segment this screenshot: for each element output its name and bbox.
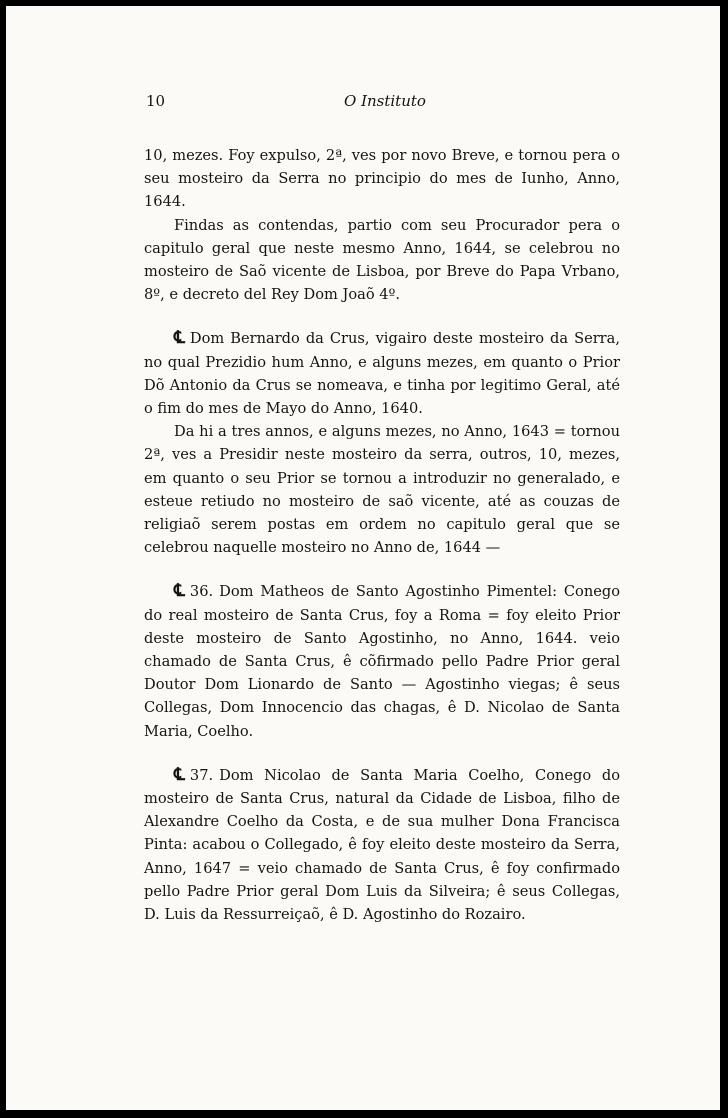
paragraph-text: 10, mezes. Foy expulso, 2ª, ves por novo Breve, e tornou pera o seu mosteiro da Serra no principio do mes de Iunho, Anno, 1644. bbox=[144, 147, 620, 211]
paragraph-mark-icon: ℄ bbox=[174, 328, 184, 349]
paragraph-text: Findas as contendas, partio com seu Procurador pera o capitulo geral que neste mesmo Anno, 1644, se celebrou no mosteiro de Saõ vicente de Lisboa, por Breve do Papa Vrbano, 8º, e decreto del Rey Dom Joaõ 4º. bbox=[144, 216, 620, 304]
page-header bbox=[144, 92, 620, 114]
running-title: O Instituto bbox=[344, 92, 426, 110]
entry-paragraph bbox=[144, 580, 620, 742]
entry-paragraph bbox=[144, 764, 620, 926]
entry-paragraph bbox=[144, 327, 620, 420]
paragraph-text: Dom Bernardo da Crus, vigairo deste mosteiro da Serra, no qual Prezidio hum Anno, e alguns mezes, em quanto o Prior Dõ Antonio da Crus se nomeava, e tinha por legitimo Geral, até o fim do mes de Mayo do Anno, 1640. bbox=[144, 330, 620, 418]
entry-number: 37. bbox=[189, 766, 214, 784]
paragraph-text: Dom Nicolao de Santa Maria Coelho, Conego do mosteiro de Santa Crus, natural da Cidade de Lisboa, filho de Alexandre Coelho da Costa, e de sua mulher Dona Francisca Pinta: acabou o Collegado, ê foy eleito deste mosteiro da Serra, Anno, 1647 = veio chamado de Santa Crus, ê foy confirmado pello Padre Prior geral Dom Luis da Silveira; ê seus Collegas, D. Luis da Ressurreiçaõ, ê D. Agostinho do Rozairo. bbox=[144, 766, 620, 924]
paragraph bbox=[144, 214, 620, 307]
paragraph-text: Da hi a tres annos, e alguns mezes, no Anno, 1643 = tornou 2ª, ves a Presidir neste mosteiro da serra, outros, 10, mezes, em quanto o seu Prior se tornou a introduzir no generalado, e esteue retiudo no mosteiro de saõ vicente, até as couzas de religiaõ serem postas em ordem no capitulo geral que se celebrou naquelle mosteiro no Anno de, 1644 — bbox=[144, 423, 620, 557]
page-number: 10 bbox=[146, 92, 166, 110]
entry-number: 36. bbox=[189, 583, 214, 601]
paragraph-text: Dom Matheos de Santo Agostinho Pimentel: Conego do real mosteiro de Santa Crus, foy a Roma = foy eleito Prior deste mosteiro de Santo Agostinho, no Anno, 1644. veio chamado de Santa Crus, ê cõfirmado pello Padre Prior geral Doutor Dom Lionardo de Santo — Agostinho viegas; ê seus Collegas, Dom Innocencio das chagas, ê D. Nicolao de Santa Maria, Coelho. bbox=[144, 583, 620, 740]
page-body bbox=[144, 144, 620, 926]
book-page bbox=[6, 6, 720, 1110]
paragraph bbox=[144, 420, 620, 559]
paragraph-continuation bbox=[144, 144, 620, 214]
paragraph-mark-icon: ℄ bbox=[174, 581, 184, 602]
paragraph-mark-icon: ℄ bbox=[174, 764, 184, 785]
